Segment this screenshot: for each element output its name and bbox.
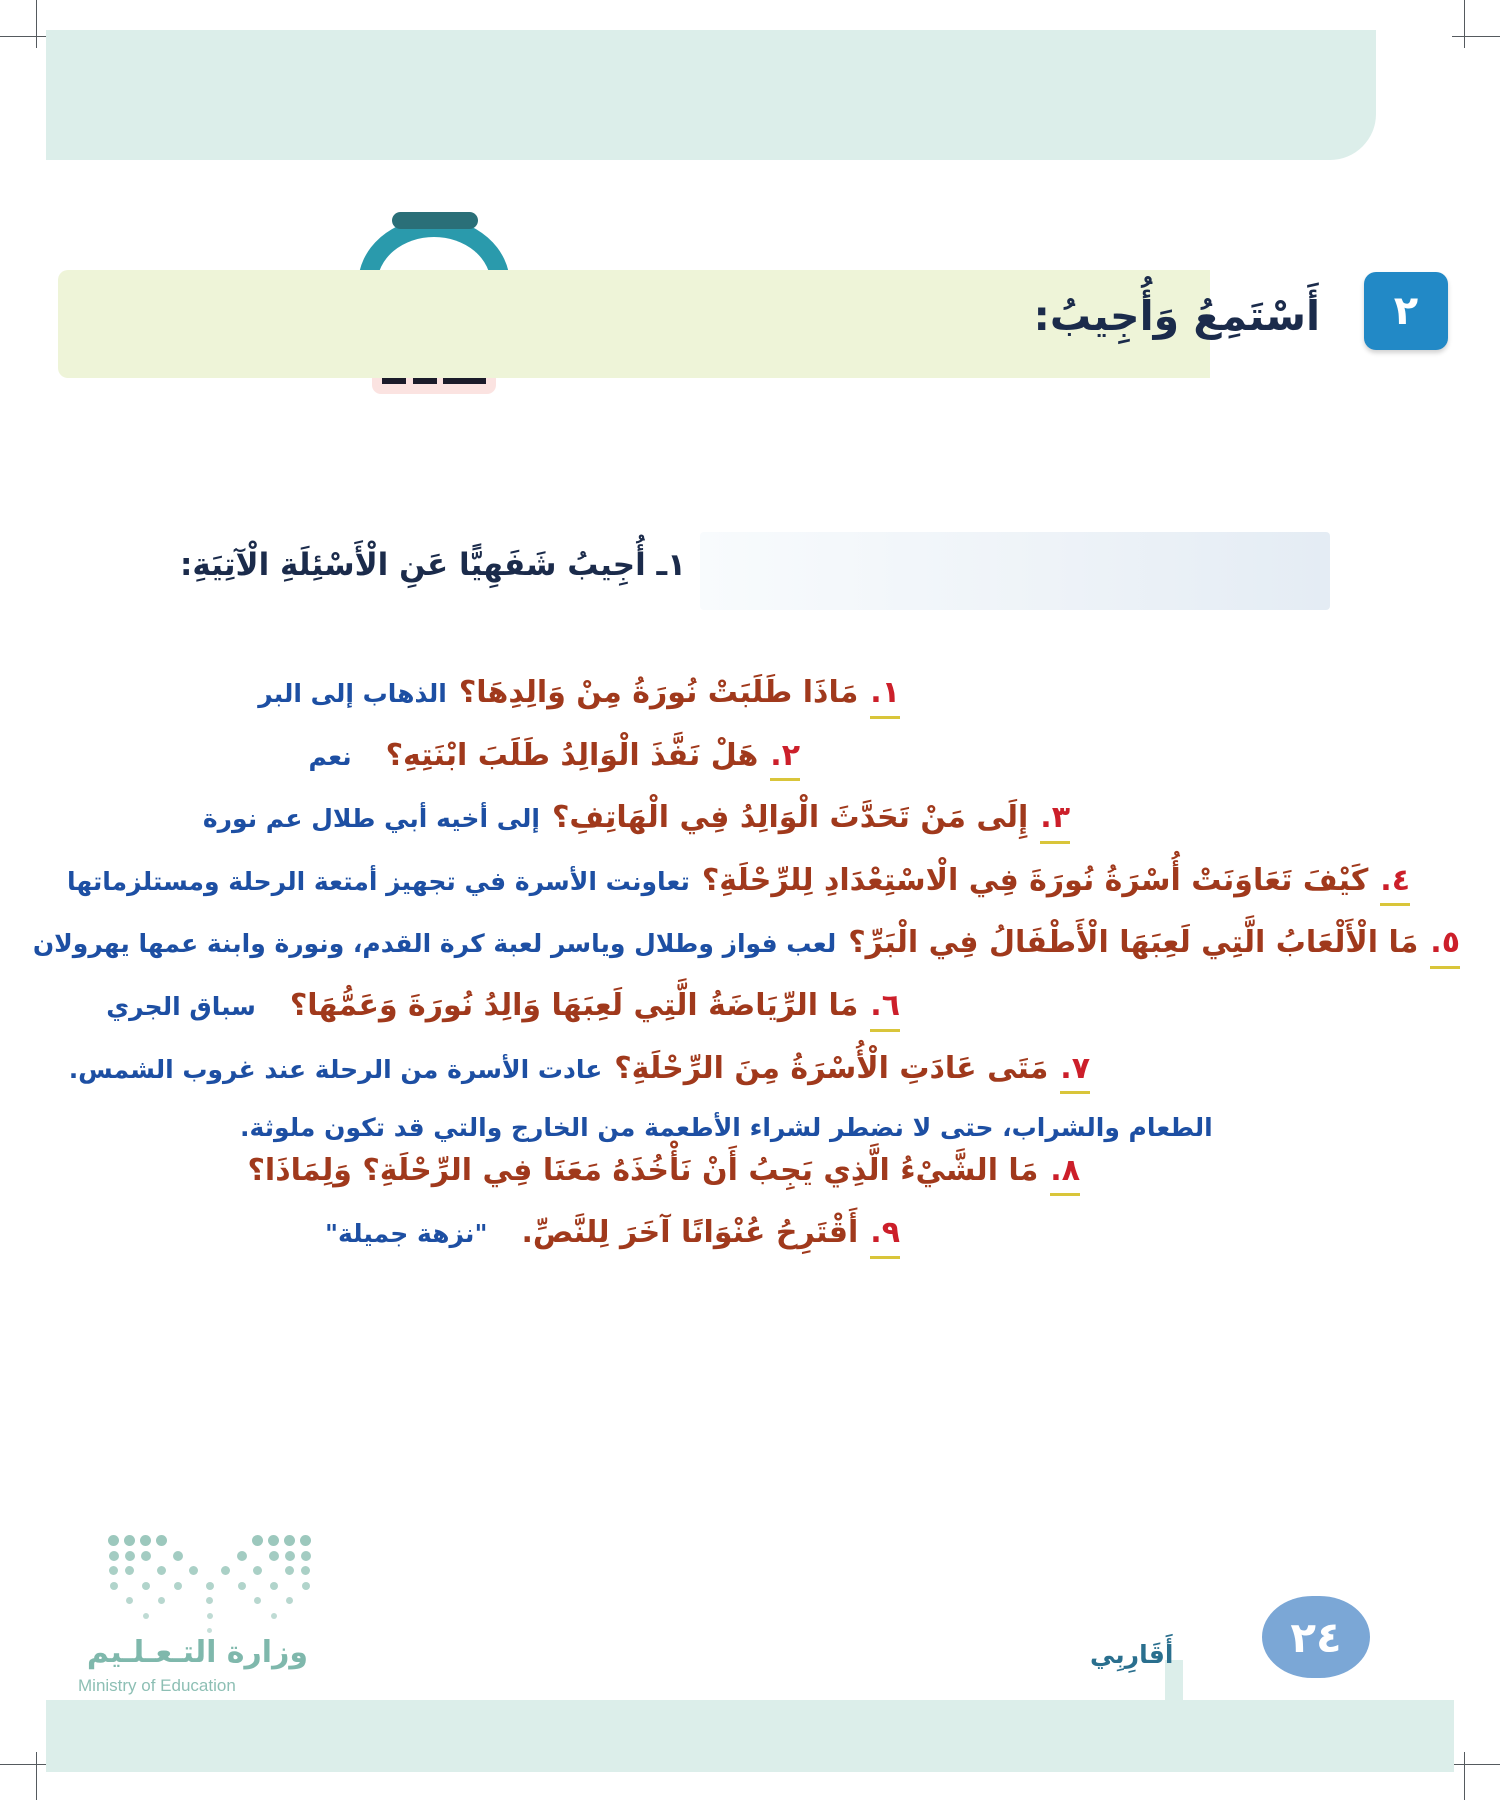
question-item <box>40 985 1460 1032</box>
question-number: ٨. <box>1050 1150 1080 1197</box>
instruction-bar <box>700 532 1330 610</box>
footer-decorative-band <box>46 1700 1454 1772</box>
question-number: ٧. <box>1060 1048 1090 1095</box>
question-answer: "نزهة جميلة" <box>324 1219 488 1249</box>
question-text: مَا الْأَلْعَابُ الَّتِي لَعِبَهَا الْأَطْفَالُ فِي الْبَرِّ؟ <box>848 925 1419 961</box>
question-item <box>40 672 1460 719</box>
crop-mark-icon <box>0 36 48 37</box>
question-answer: تعاونت الأسرة في تجهيز أمتعة الرحلة ومستلزماتها <box>67 866 690 896</box>
question-number: ٢. <box>770 735 800 782</box>
question-answer: عادت الأسرة من الرحلة عند غروب الشمس. <box>68 1054 603 1084</box>
instruction-text: ١ـ أُجِيبُ شَفَهِيًّا عَنِ الْأَسْئِلَةِ الْآتِيَةِ: <box>180 547 687 583</box>
section-title: أَسْتَمِعُ وَأُجِيبُ: <box>1033 292 1320 340</box>
crop-mark-icon <box>1464 0 1465 48</box>
chapter-label: أَقَارِبِي <box>1090 1640 1174 1669</box>
question-answer: الذهاب إلى البر <box>258 679 447 708</box>
question-item <box>40 1048 1460 1095</box>
question-number: ٤. <box>1380 860 1410 907</box>
ministry-logo-dots-icon <box>108 1535 308 1625</box>
question-number: ٣. <box>1040 797 1070 844</box>
crop-mark-icon <box>0 1764 48 1765</box>
question-number: ٩. <box>870 1212 900 1259</box>
question-item <box>40 735 1460 782</box>
question-text: هَلْ نَفَّذَ الْوَالِدُ طَلَبَ ابْنَتِهِ؟ <box>385 737 759 773</box>
crop-mark-icon <box>36 1752 37 1800</box>
question-answer: الطعام والشراب، حتى لا نضطر لشراء الأطعمة من الخارج والتي قد تكون ملوثة. <box>240 1113 1213 1143</box>
question-text: كَيْفَ تَعَاوَنَتْ أُسْرَةُ نُورَةَ فِي الْاسْتِعْدَادِ لِلرِّحْلَةِ؟ <box>701 862 1369 898</box>
question-text: أَقْتَرِحُ عُنْوَانًا آخَرَ لِلنَّصِّ. <box>521 1215 859 1251</box>
headphones-headband-icon <box>392 212 478 229</box>
question-line <box>40 1150 1460 1197</box>
crop-mark-icon <box>1464 1752 1465 1800</box>
question-answer: لعب فواز وطلال وياسر لعبة كرة القدم، ونورة وابنة عمها يهرولان <box>32 929 837 959</box>
question-text: إِلَى مَنْ تَحَدَّثَ الْوَالِدُ فِي الْهَاتِفِ؟ <box>551 800 1029 836</box>
question-number: ٥. <box>1430 922 1460 969</box>
section-number-badge: ٢ <box>1364 272 1448 350</box>
crop-mark-icon <box>1452 36 1500 37</box>
question-item <box>40 1212 1460 1259</box>
question-item <box>40 797 1460 844</box>
question-item <box>40 860 1460 907</box>
ministry-of-education-logo <box>78 1535 308 1725</box>
question-text: مَاذَا طَلَبَتْ نُورَةُ مِنْ وَالِدِهَا؟ <box>458 675 859 710</box>
header-decorative-band <box>46 30 1376 160</box>
question-number: ٦. <box>870 985 900 1032</box>
ministry-name-arabic: وزارة التـعـلـيم <box>86 1635 308 1670</box>
crop-mark-icon <box>36 0 37 48</box>
question-text: مَا الرِّيَاضَةُ الَّتِي لَعِبَهَا وَالِدُ نُورَةَ وَعَمُّهَا؟ <box>289 987 859 1023</box>
question-answer: إلى أخيه أبي طلال عم نورة <box>202 804 540 834</box>
question-text: مَتَى عَادَتِ الْأُسْرَةُ مِنَ الرِّحْلَةِ؟ <box>614 1050 1049 1086</box>
ministry-name-english: Ministry of Education <box>78 1676 236 1695</box>
question-item <box>32 922 1460 969</box>
question-item <box>40 1110 1460 1196</box>
question-answer: سباق الجري <box>106 991 256 1021</box>
crop-mark-icon <box>1452 1764 1500 1765</box>
question-text: مَا الشَّيْءُ الَّذِي يَجِبُ أَنْ نَأْخُذَهُ مَعَنَا فِي الرِّحْلَةِ؟ وَلِمَاذَا؟ <box>247 1152 1039 1188</box>
questions-list <box>32 672 1460 1275</box>
page-number-badge: ٢٤ <box>1262 1596 1370 1678</box>
question-answer: نعم <box>308 741 352 771</box>
question-number: ١. <box>870 672 900 719</box>
